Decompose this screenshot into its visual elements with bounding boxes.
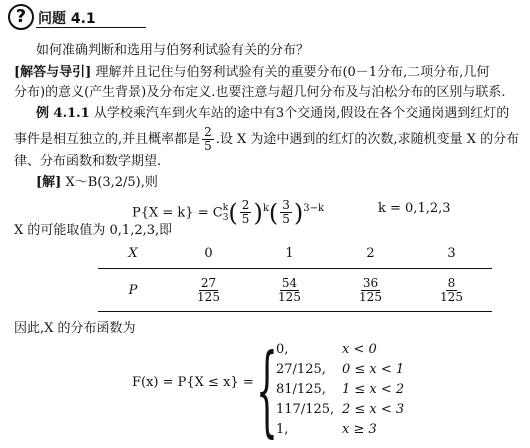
binomial-formula: P{X = k} = C k 3 ( $\frac{2}{5}$ )$^k$( $\frac{3}{5}$ )$^{3-k}$ xyxy=(132,198,325,227)
cdf-conditions xyxy=(342,340,462,440)
cdf-case-cond: 1 ≤ x < 2 xyxy=(342,382,405,397)
row-label-p: P xyxy=(98,269,168,312)
title-underline xyxy=(36,27,146,28)
guide-line-1 xyxy=(14,64,489,82)
table-row-x xyxy=(98,238,492,269)
x-value: 1 xyxy=(249,238,330,269)
cdf-case-cond: 0 ≤ x < 1 xyxy=(342,362,405,377)
question-mark-icon: ? xyxy=(8,4,34,30)
solution-line xyxy=(36,174,158,192)
guide-line-2: 分布)的意义(产生背景)及分布定义.也要注意与超几何分布及与泊松分布的区别与联系. xyxy=(14,85,506,100)
table-row-p xyxy=(98,269,492,312)
cdf-case-cond: 2 ≤ x < 3 xyxy=(342,402,405,417)
cdf-case-value: 81/125, xyxy=(276,382,326,397)
x-value: 2 xyxy=(330,238,411,269)
x-value: 0 xyxy=(168,238,249,269)
cdf-case-cond: x < 0 xyxy=(342,342,377,357)
example-label: 例 4.1.1 xyxy=(36,106,90,121)
section-title: 问题 4.1 xyxy=(38,11,96,27)
p-value: $\frac{54}{125}$ xyxy=(249,269,330,312)
cdf-intro: 因此,X 的分布函数为 xyxy=(14,321,136,336)
cdf-case-value: 27/125, xyxy=(276,362,326,377)
x-value: 3 xyxy=(411,238,492,269)
example-text-2b: .设 X 为途中遇到的红灯的次数,求随机变量 X 的分布 xyxy=(215,132,520,147)
cdf-case-value: 0, xyxy=(276,342,289,357)
question-text: 如何准确判断和选用与伯努利试验有关的分布？ xyxy=(36,43,310,58)
probability-fraction: $\frac{2}{5}$ xyxy=(204,125,212,153)
example-line-2 xyxy=(14,126,519,153)
p-value: $\frac{36}{125}$ xyxy=(330,269,411,312)
cdf-lhs: F(x) = P{X ≤ x} = xyxy=(132,375,254,390)
guide-text-1: 理解并且记住与伯努利试验有关的重要分布(0－1分布,二项分布,几何 xyxy=(95,65,490,80)
cdf-case-value: 117/125, xyxy=(276,402,335,417)
cdf-case-cond: x ≥ 3 xyxy=(342,422,377,437)
example-line-1 xyxy=(36,105,509,123)
row-label-x: X xyxy=(98,238,168,269)
p-value: $\frac{8}{125}$ xyxy=(411,269,492,312)
cdf-case-value: 1, xyxy=(276,422,289,437)
example-line-3: 律、分布函数和数学期望. xyxy=(14,154,162,169)
distribution-table xyxy=(98,238,492,312)
cdf-brace: { xyxy=(256,334,278,448)
example-text-2a: 事件是相互独立的,并且概率都是 xyxy=(14,132,201,147)
solution-dist: X～B(3,2/5),则 xyxy=(65,175,158,190)
guide-label: [解答与导引] xyxy=(14,65,92,80)
k-values: k = 0,1,2,3 xyxy=(378,201,451,216)
solution-label: [解] xyxy=(36,175,62,190)
possible-values-text: X 的可能取值为 0,1,2,3,即 xyxy=(14,223,173,238)
example-text-1: 从学校乘汽车到火车站的途中有3个交通岗,假设在各个交通岗遇到红灯的 xyxy=(93,106,510,121)
p-value: $\frac{27}{125}$ xyxy=(168,269,249,312)
